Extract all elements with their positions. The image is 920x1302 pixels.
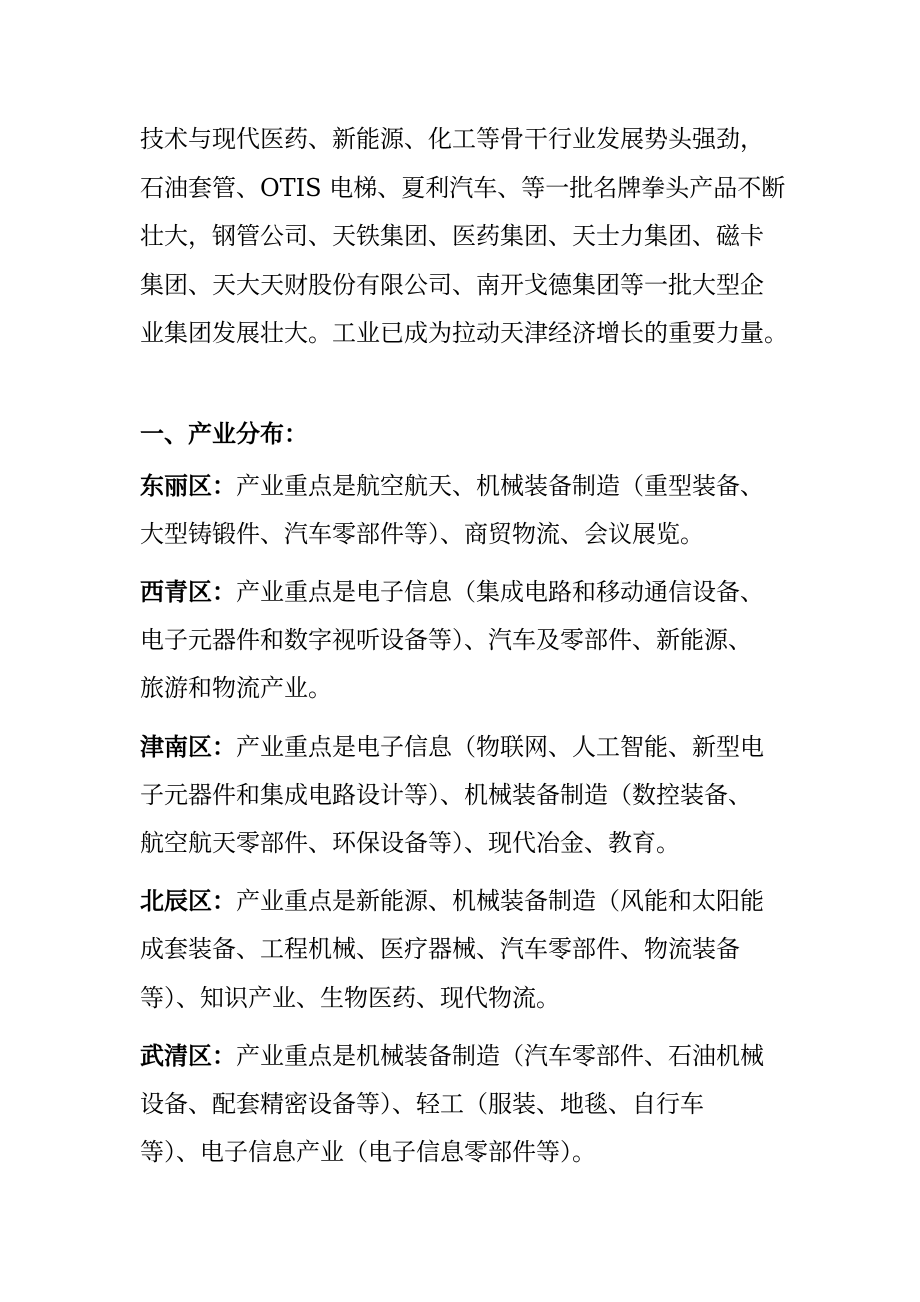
district-name: 西青区： [140,576,236,606]
district-line: 成套装备、工程机械、医疗器械、汽车零部件、物流装备 [140,935,740,964]
intro-line: 集团、天大天财股份有限公司、南开戈德集团等一批大型企 [140,270,764,299]
district-line: 等）、知识产业、生物医药、现代物流。 [140,983,560,1012]
document-page [140,115,800,1176]
district-name: 北辰区： [140,886,236,916]
district-line: 旅游和物流产业。 [140,674,332,703]
district-name: 东丽区： [140,470,236,500]
district-text: 产业重点是电子信息（集成电路和移动通信设备、 [236,577,764,606]
district-dongli [140,462,800,558]
district-line [140,1032,800,1080]
section-heading: 一、产业分布： [140,418,308,448]
district-line: 电子元器件和数字视听设备等）、汽车及零部件、新能源、 [140,626,752,655]
district-jinnan [140,723,800,868]
intro-line: 技术与现代医药、新能源、化工等骨干行业发展势头强劲， [140,125,764,153]
district-text: 产业重点是电子信息（物联网、人工智能、新型电 [236,732,764,761]
district-line: 等）、电子信息产业（电子信息零部件等）。 [140,1138,596,1167]
district-name: 津南区： [140,731,236,761]
district-text: 产业重点是航空航天、机械装备制造（重型装备、 [236,471,764,500]
district-line [140,723,800,771]
district-line [140,568,800,616]
district-beichen [140,877,800,1022]
district-line: 子元器件和集成电路设计等）、机械装备制造（数控装备、 [140,780,752,809]
intro-line: 石油套管、OTIS 电梯、夏利汽车、等一批名牌拳头产品不断 [140,173,786,202]
district-line [140,462,800,510]
district-text: 产业重点是机械装备制造（汽车零部件、石油机械 [236,1041,764,1070]
intro-line: 业集团发展壮大。工业已成为拉动天津经济增长的重要力量。 [140,319,788,347]
intro-line: 壮大，钢管公司、天铁集团、医药集团、天士力集团、磁卡 [140,222,764,250]
district-xiqing [140,568,800,713]
district-wuqing [140,1032,800,1177]
district-text: 产业重点是新能源、机械装备制造（风能和太阳能 [236,887,764,916]
district-line: 大型铸锻件、汽车零部件等）、商贸物流、会议展览。 [140,519,704,548]
district-line: 航空航天零部件、环保设备等）、现代冶金、教育。 [140,828,680,857]
intro-paragraph [140,115,800,358]
district-line: 设备、配套精密设备等）、轻工（服装、地毯、自行车 [140,1089,704,1118]
district-name: 武清区： [140,1040,236,1070]
district-line [140,877,800,925]
